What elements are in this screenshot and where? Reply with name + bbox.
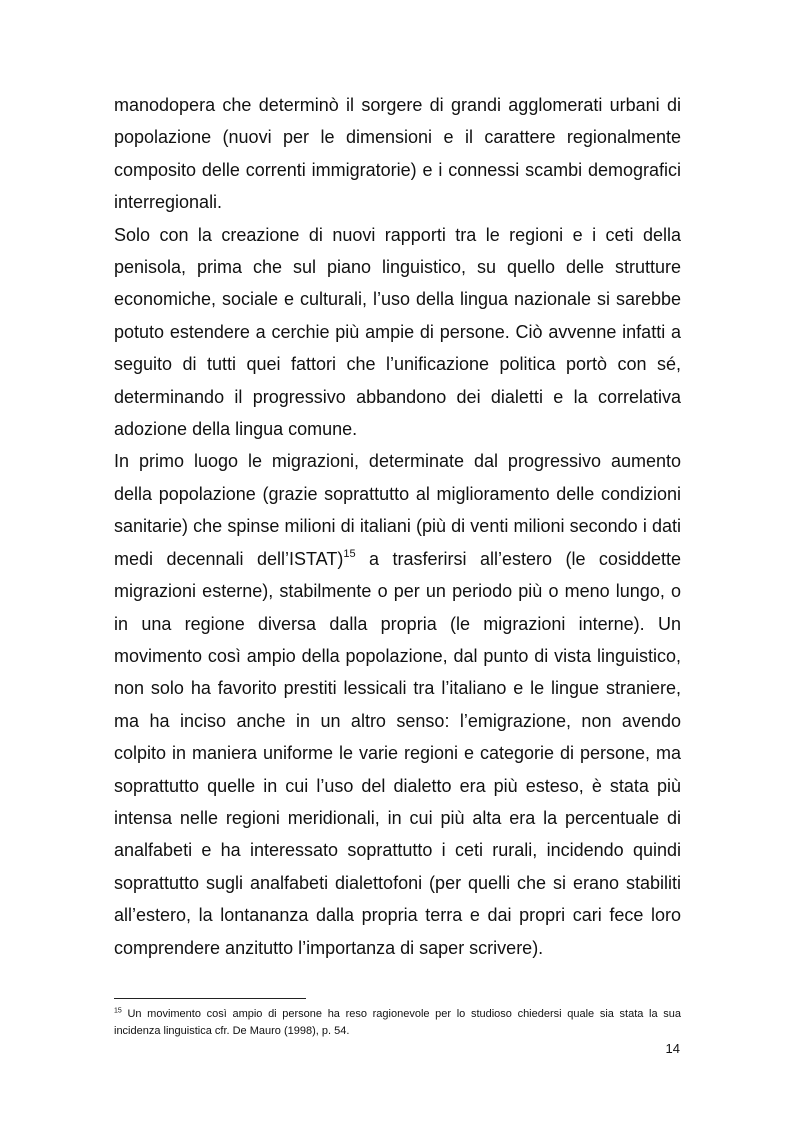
paragraph-3-end: a trasferirsi all’estero (le cosiddette migrazioni esterne), stabilmente o per un periodo più o meno lungo, o in una regione diversa dalla propria (le migrazioni interne). Un movimento così ampio della popolazione, dal punto di vista linguistico, non solo ha favorito prestiti lessicali tra l’italiano e le lingue straniere, ma ha inciso anche in un altro senso: l’emigrazione, non avendo colpito in maniera uniforme le varie regioni e categorie di persone, ma soprattutto quelle in cui l’uso del dialetto era più esteso, è stata più intensa nelle regioni meridionali, in cui più alta era la percentuale di analfabeti e ha interessato soprattutto i ceti rurali, incidendo quindi soprattutto sugli analfabeti dialettofoni (per quelli che si erano stabiliti all’estero, la lontananza dalla propria terra e dai propri cari fece loro comprendere anzitutto l’importanza di saper scrivere).	[114, 548, 681, 958]
body-text	[114, 89, 681, 964]
paragraph-3-start: In primo luogo le migrazioni, determinate dal progressivo aumento della popolazione (grazie soprattutto al miglioramento delle condizioni sanitarie) che spinse milioni di italiani (più di venti milioni secondo i dati medi decennali dell’ISTAT)	[114, 451, 681, 569]
page-number: 14	[665, 1041, 680, 1056]
footnote	[114, 1006, 681, 1040]
footnote-text: Un movimento così ampio di persone ha reso ragionevole per lo studioso chiedersi quale sia stata la sua incidenza linguistica cfr. De Mauro (1998), p. 54.	[114, 1008, 681, 1037]
footnote-number: 15	[114, 1007, 122, 1015]
paragraph-1: manodopera che determinò il sorgere di grandi agglomerati urbani di popolazione (nuovi per le dimensioni e il carattere regionalmente composito delle correnti immigratorie) e i connessi scambi demografici interregionali.	[114, 95, 681, 213]
paragraph-3	[114, 445, 681, 964]
footnote-separator	[114, 998, 306, 999]
paragraph-2: Solo con la creazione di nuovi rapporti tra le regioni e i ceti della penisola, prima che sul piano linguistico, su quello delle strutture economiche, sociale e culturali, l’uso della lingua nazionale si sarebbe potuto estendere a cerchie più ampie di persone. Ciò avvenne infatti a seguito di tutti quei fattori che l’unificazione politica portò con sé, determinando il progressivo abbandono dei dialetti e la correlativa adozione della lingua comune.	[114, 224, 681, 440]
footnote-reference[interactable]: 15	[343, 547, 356, 560]
